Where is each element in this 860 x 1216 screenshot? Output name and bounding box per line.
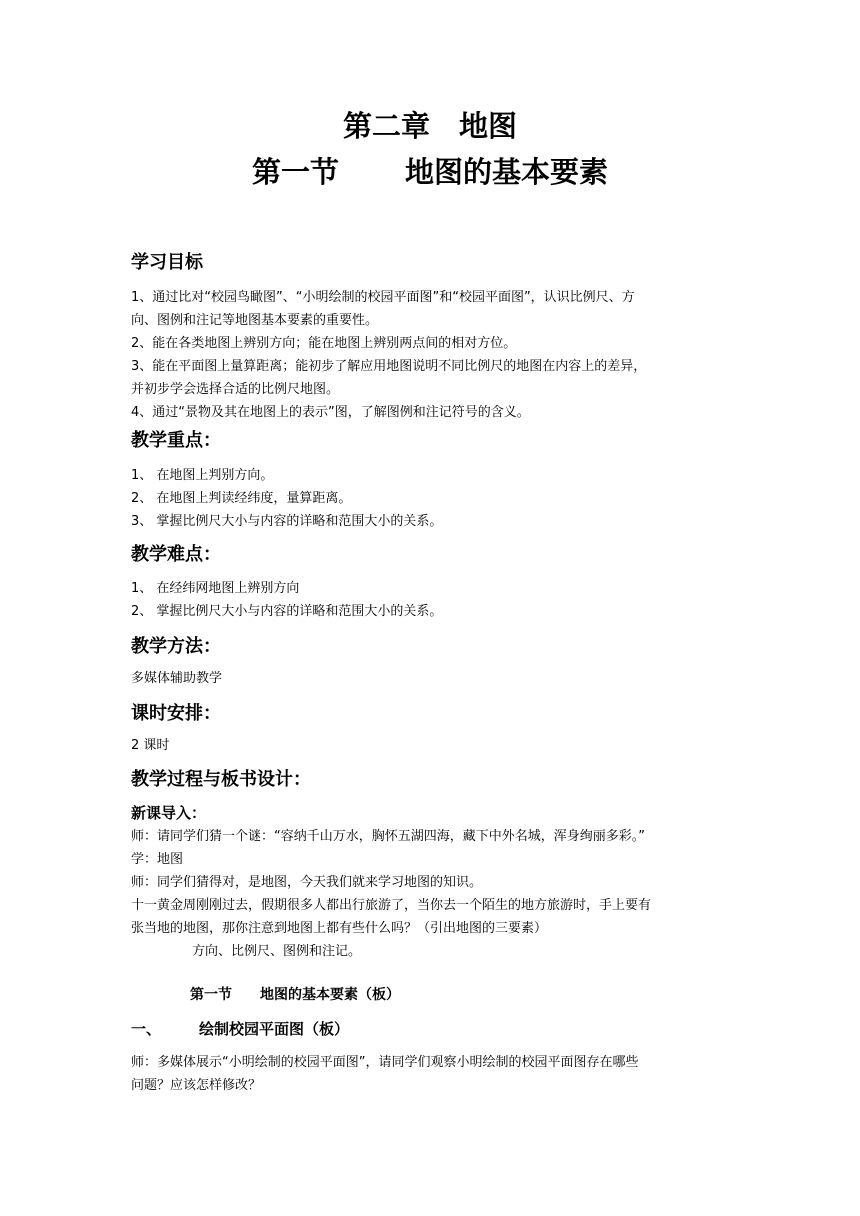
key-points-heading: 教学重点： [131, 430, 221, 451]
schedule-text [131, 734, 736, 757]
section-title [0, 152, 860, 192]
difficulty-item: 2、 掌握比例尺大小与内容的详略和范围大小的关系。 [131, 604, 443, 619]
process-line: 师：请同学们猜一个谜：“容纳千山万水，胸怀五湖四海，藏下中外名城，浑身绚丽多彩。” [131, 829, 645, 844]
part-number: 一、 [131, 1020, 162, 1038]
intro-label: 新课导入： [131, 804, 207, 822]
part-heading [131, 1018, 736, 1041]
process-line: 张当地的地图，那你注意到地图上都有些什么吗？（引出地图的三要素） [131, 921, 548, 936]
board-section-number: 第一节 [190, 987, 232, 1003]
objectives-line: 向、图例和注记等地图基本要素的重要性。 [131, 313, 379, 328]
key-point-item: 2、 在地图上判读经纬度，量算距离。 [131, 491, 352, 506]
process-line: 学：地图 [131, 852, 184, 867]
objectives-line: 2、能在各类地图上辨别方向；能在地图上辨别两点间的相对方位。 [131, 336, 517, 351]
closing-text [131, 1051, 736, 1097]
section-title-number: 第一节 [251, 155, 339, 189]
key-point-item: 3、 掌握比例尺大小与内容的详略和范围大小的关系。 [131, 514, 443, 529]
closing-line: 问题？应该怎样修改？ [131, 1078, 262, 1093]
process-body [131, 802, 736, 963]
board-section-name: 地图的基本要素（板） [260, 987, 400, 1003]
difficulties-heading: 教学难点： [131, 544, 221, 565]
objectives-line: 3、能在平面图上量算距离；能初步了解应用地图说明不同比例尺的地图在内容上的差异， [131, 359, 647, 374]
objectives-line: 1、通过比对“校园鸟瞰图”、“小明绘制的校园平面图”和“校园平面图”，认识比例尺、方 [131, 290, 635, 305]
board-heading [190, 984, 795, 1007]
objectives-heading: 学习目标 [131, 252, 203, 273]
closing-line: 师：多媒体展示“小明绘制的校园平面图”，请同学们观察小明绘制的校园平面图存在哪些 [131, 1055, 639, 1070]
chapter-title: 第二章 地图 [342, 109, 517, 143]
key-point-item: 1、 在地图上判别方向。 [131, 468, 274, 483]
key-points-list [131, 464, 736, 533]
process-heading: 教学过程与板书设计： [131, 769, 311, 790]
section-title-name: 地图的基本要素 [405, 155, 609, 189]
objectives-list [131, 286, 736, 424]
process-line: 师：同学们猜得对，是地图，今天我们就来学习地图的知识。 [131, 875, 483, 890]
schedule-heading: 课时安排： [131, 703, 221, 724]
difficulties-list [131, 577, 736, 623]
process-line: 十一黄金周刚刚过去，假期很多人都出行旅游了，当你去一个陌生的地方旅游时，手上要有 [131, 898, 652, 913]
elements-line: 方向、比例尺、图例和注记。 [192, 944, 362, 959]
objectives-line: 4、通过“景物及其在地图上的表示”图，了解图例和注记符号的含义。 [131, 405, 530, 420]
objectives-line: 并初步学会选择合适的比例尺地图。 [131, 382, 340, 397]
methods-heading: 教学方法： [131, 636, 221, 657]
methods-value: 多媒体辅助教学 [131, 671, 223, 686]
methods-text [131, 667, 736, 690]
schedule-value: 2 课时 [131, 738, 170, 753]
part-title: 绘制校园平面图（板） [199, 1020, 350, 1038]
difficulty-item: 1、 在经纬网地图上辨别方向 [131, 581, 300, 596]
